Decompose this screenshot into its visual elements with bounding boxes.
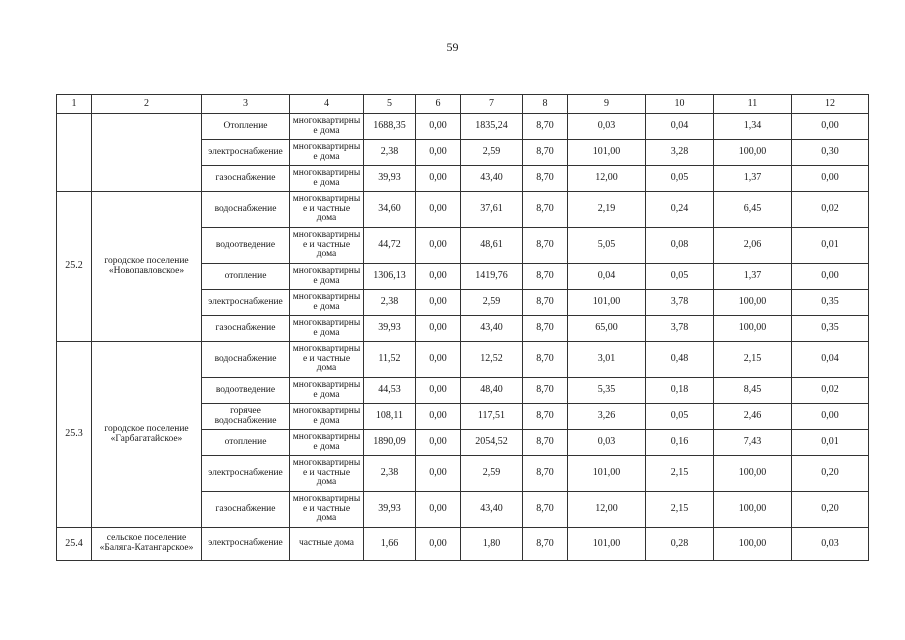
value-cell-c10: 0,05 bbox=[646, 404, 714, 430]
value-cell-c10: 2,15 bbox=[646, 492, 714, 528]
housing-cell: многоквартирные и частные дома bbox=[290, 492, 364, 528]
value-cell-c12: 0,35 bbox=[792, 316, 869, 342]
value-cell-c9: 0,03 bbox=[568, 114, 646, 140]
housing-cell: многоквартирные дома bbox=[290, 378, 364, 404]
value-cell-c7: 117,51 bbox=[461, 404, 523, 430]
value-cell-c8: 8,70 bbox=[523, 192, 568, 228]
value-cell-c7: 48,40 bbox=[461, 378, 523, 404]
value-cell-c7: 1,80 bbox=[461, 528, 523, 561]
header-cell: 6 bbox=[416, 95, 461, 114]
value-cell-c10: 3,78 bbox=[646, 290, 714, 316]
service-cell: водоотведение bbox=[202, 378, 290, 404]
value-cell-c9: 101,00 bbox=[568, 140, 646, 166]
value-cell-c6: 0,00 bbox=[416, 430, 461, 456]
value-cell-c6: 0,00 bbox=[416, 114, 461, 140]
service-cell: водоснабжение bbox=[202, 192, 290, 228]
header-cell: 12 bbox=[792, 95, 869, 114]
value-cell-c5: 44,72 bbox=[364, 228, 416, 264]
value-cell-c9: 12,00 bbox=[568, 166, 646, 192]
header-cell: 1 bbox=[57, 95, 92, 114]
value-cell-c9: 5,35 bbox=[568, 378, 646, 404]
value-cell-c5: 1890,09 bbox=[364, 430, 416, 456]
value-cell-c7: 2,59 bbox=[461, 290, 523, 316]
value-cell-c5: 1,66 bbox=[364, 528, 416, 561]
housing-cell: многоквартирные и частные дома bbox=[290, 192, 364, 228]
service-cell: электроснабжение bbox=[202, 290, 290, 316]
header-cell: 7 bbox=[461, 95, 523, 114]
service-cell: электроснабжение bbox=[202, 528, 290, 561]
value-cell-c12: 0,03 bbox=[792, 528, 869, 561]
value-cell-c5: 2,38 bbox=[364, 290, 416, 316]
header-row bbox=[57, 95, 869, 114]
value-cell-c8: 8,70 bbox=[523, 114, 568, 140]
value-cell-c11: 2,46 bbox=[714, 404, 792, 430]
group-id: 25.3 bbox=[57, 342, 92, 528]
value-cell-c7: 37,61 bbox=[461, 192, 523, 228]
housing-cell: частные дома bbox=[290, 528, 364, 561]
value-cell-c12: 0,04 bbox=[792, 342, 869, 378]
value-cell-c8: 8,70 bbox=[523, 166, 568, 192]
value-cell-c7: 2,59 bbox=[461, 456, 523, 492]
header-cell: 4 bbox=[290, 95, 364, 114]
header-cell: 8 bbox=[523, 95, 568, 114]
value-cell-c5: 2,38 bbox=[364, 456, 416, 492]
housing-cell: многоквартирные дома bbox=[290, 140, 364, 166]
value-cell-c9: 3,01 bbox=[568, 342, 646, 378]
value-cell-c12: 0,02 bbox=[792, 378, 869, 404]
value-cell-c6: 0,00 bbox=[416, 192, 461, 228]
value-cell-c11: 1,37 bbox=[714, 166, 792, 192]
value-cell-c8: 8,70 bbox=[523, 228, 568, 264]
value-cell-c10: 3,78 bbox=[646, 316, 714, 342]
table-row bbox=[57, 192, 869, 228]
housing-cell: многоквартирные дома bbox=[290, 404, 364, 430]
value-cell-c7: 48,61 bbox=[461, 228, 523, 264]
value-cell-c6: 0,00 bbox=[416, 140, 461, 166]
value-cell-c6: 0,00 bbox=[416, 166, 461, 192]
value-cell-c10: 0,18 bbox=[646, 378, 714, 404]
table-row bbox=[57, 528, 869, 561]
value-cell-c6: 0,00 bbox=[416, 228, 461, 264]
group-name: городское поселение «Новопавловское» bbox=[92, 192, 202, 342]
value-cell-c6: 0,00 bbox=[416, 492, 461, 528]
value-cell-c6: 0,00 bbox=[416, 404, 461, 430]
service-cell: водоотведение bbox=[202, 228, 290, 264]
housing-cell: многоквартирные дома bbox=[290, 316, 364, 342]
value-cell-c10: 0,24 bbox=[646, 192, 714, 228]
value-cell-c8: 8,70 bbox=[523, 342, 568, 378]
value-cell-c10: 0,04 bbox=[646, 114, 714, 140]
group-id bbox=[57, 114, 92, 192]
value-cell-c10: 0,05 bbox=[646, 264, 714, 290]
value-cell-c10: 0,16 bbox=[646, 430, 714, 456]
value-cell-c10: 0,48 bbox=[646, 342, 714, 378]
value-cell-c8: 8,70 bbox=[523, 404, 568, 430]
value-cell-c11: 100,00 bbox=[714, 492, 792, 528]
value-cell-c7: 1419,76 bbox=[461, 264, 523, 290]
value-cell-c5: 39,93 bbox=[364, 316, 416, 342]
value-cell-c11: 100,00 bbox=[714, 140, 792, 166]
value-cell-c7: 2054,52 bbox=[461, 430, 523, 456]
value-cell-c6: 0,00 bbox=[416, 264, 461, 290]
value-cell-c5: 1688,35 bbox=[364, 114, 416, 140]
service-cell: газоснабжение bbox=[202, 492, 290, 528]
header-cell: 5 bbox=[364, 95, 416, 114]
service-cell: отопление bbox=[202, 430, 290, 456]
service-cell: газоснабжение bbox=[202, 166, 290, 192]
housing-cell: многоквартирные и частные дома bbox=[290, 228, 364, 264]
value-cell-c6: 0,00 bbox=[416, 456, 461, 492]
value-cell-c11: 7,43 bbox=[714, 430, 792, 456]
service-cell: электроснабжение bbox=[202, 140, 290, 166]
value-cell-c9: 101,00 bbox=[568, 528, 646, 561]
value-cell-c9: 0,04 bbox=[568, 264, 646, 290]
housing-cell: многоквартирные дома bbox=[290, 290, 364, 316]
page-number: 59 bbox=[446, 40, 459, 54]
value-cell-c5: 39,93 bbox=[364, 492, 416, 528]
group-name: городское поселение «Гарбагатайское» bbox=[92, 342, 202, 528]
value-cell-c12: 0,00 bbox=[792, 166, 869, 192]
service-cell: электроснабжение bbox=[202, 456, 290, 492]
value-cell-c6: 0,00 bbox=[416, 378, 461, 404]
housing-cell: многоквартирные дома bbox=[290, 114, 364, 140]
service-cell: Отопление bbox=[202, 114, 290, 140]
value-cell-c5: 1306,13 bbox=[364, 264, 416, 290]
value-cell-c6: 0,00 bbox=[416, 290, 461, 316]
value-cell-c8: 8,70 bbox=[523, 264, 568, 290]
value-cell-c5: 11,52 bbox=[364, 342, 416, 378]
group-name bbox=[92, 114, 202, 192]
value-cell-c10: 2,15 bbox=[646, 456, 714, 492]
value-cell-c5: 34,60 bbox=[364, 192, 416, 228]
value-cell-c9: 101,00 bbox=[568, 456, 646, 492]
group-name: сельское поселение «Баляга-Катангарское» bbox=[92, 528, 202, 561]
value-cell-c9: 2,19 bbox=[568, 192, 646, 228]
value-cell-c11: 100,00 bbox=[714, 316, 792, 342]
housing-cell: многоквартирные дома bbox=[290, 264, 364, 290]
value-cell-c10: 0,28 bbox=[646, 528, 714, 561]
value-cell-c5: 39,93 bbox=[364, 166, 416, 192]
service-cell: отопление bbox=[202, 264, 290, 290]
value-cell-c8: 8,70 bbox=[523, 528, 568, 561]
header-cell: 11 bbox=[714, 95, 792, 114]
value-cell-c12: 0,35 bbox=[792, 290, 869, 316]
value-cell-c12: 0,00 bbox=[792, 264, 869, 290]
value-cell-c6: 0,00 bbox=[416, 528, 461, 561]
value-cell-c7: 1835,24 bbox=[461, 114, 523, 140]
value-cell-c8: 8,70 bbox=[523, 378, 568, 404]
housing-cell: многоквартирные дома bbox=[290, 430, 364, 456]
value-cell-c6: 0,00 bbox=[416, 342, 461, 378]
header-cell: 2 bbox=[92, 95, 202, 114]
value-cell-c6: 0,00 bbox=[416, 316, 461, 342]
value-cell-c12: 0,00 bbox=[792, 114, 869, 140]
value-cell-c9: 12,00 bbox=[568, 492, 646, 528]
value-cell-c8: 8,70 bbox=[523, 140, 568, 166]
value-cell-c8: 8,70 bbox=[523, 492, 568, 528]
value-cell-c11: 100,00 bbox=[714, 290, 792, 316]
tariff-table bbox=[56, 94, 869, 561]
housing-cell: многоквартирные дома bbox=[290, 166, 364, 192]
value-cell-c7: 43,40 bbox=[461, 166, 523, 192]
value-cell-c7: 12,52 bbox=[461, 342, 523, 378]
value-cell-c8: 8,70 bbox=[523, 430, 568, 456]
value-cell-c11: 2,15 bbox=[714, 342, 792, 378]
value-cell-c10: 0,08 bbox=[646, 228, 714, 264]
housing-cell: многоквартирные и частные дома bbox=[290, 456, 364, 492]
value-cell-c12: 0,01 bbox=[792, 228, 869, 264]
value-cell-c5: 2,38 bbox=[364, 140, 416, 166]
value-cell-c10: 3,28 bbox=[646, 140, 714, 166]
value-cell-c9: 3,26 bbox=[568, 404, 646, 430]
value-cell-c12: 0,02 bbox=[792, 192, 869, 228]
value-cell-c7: 43,40 bbox=[461, 316, 523, 342]
value-cell-c11: 1,34 bbox=[714, 114, 792, 140]
value-cell-c11: 1,37 bbox=[714, 264, 792, 290]
value-cell-c11: 2,06 bbox=[714, 228, 792, 264]
value-cell-c12: 0,30 bbox=[792, 140, 869, 166]
service-cell: газоснабжение bbox=[202, 316, 290, 342]
value-cell-c11: 100,00 bbox=[714, 528, 792, 561]
table-row bbox=[57, 114, 869, 140]
value-cell-c8: 8,70 bbox=[523, 456, 568, 492]
table-row bbox=[57, 342, 869, 378]
value-cell-c12: 0,20 bbox=[792, 492, 869, 528]
value-cell-c5: 44,53 bbox=[364, 378, 416, 404]
value-cell-c12: 0,01 bbox=[792, 430, 869, 456]
value-cell-c12: 0,00 bbox=[792, 404, 869, 430]
group-id: 25.4 bbox=[57, 528, 92, 561]
header-cell: 9 bbox=[568, 95, 646, 114]
value-cell-c9: 0,03 bbox=[568, 430, 646, 456]
value-cell-c9: 5,05 bbox=[568, 228, 646, 264]
value-cell-c5: 108,11 bbox=[364, 404, 416, 430]
value-cell-c9: 65,00 bbox=[568, 316, 646, 342]
service-cell: горячее водоснабжение bbox=[202, 404, 290, 430]
group-id: 25.2 bbox=[57, 192, 92, 342]
value-cell-c11: 100,00 bbox=[714, 456, 792, 492]
value-cell-c11: 6,45 bbox=[714, 192, 792, 228]
value-cell-c9: 101,00 bbox=[568, 290, 646, 316]
value-cell-c12: 0,20 bbox=[792, 456, 869, 492]
value-cell-c8: 8,70 bbox=[523, 316, 568, 342]
value-cell-c7: 43,40 bbox=[461, 492, 523, 528]
housing-cell: многоквартирные и частные дома bbox=[290, 342, 364, 378]
value-cell-c7: 2,59 bbox=[461, 140, 523, 166]
header-cell: 3 bbox=[202, 95, 290, 114]
service-cell: водоснабжение bbox=[202, 342, 290, 378]
value-cell-c11: 8,45 bbox=[714, 378, 792, 404]
value-cell-c8: 8,70 bbox=[523, 290, 568, 316]
header-cell: 10 bbox=[646, 95, 714, 114]
value-cell-c10: 0,05 bbox=[646, 166, 714, 192]
